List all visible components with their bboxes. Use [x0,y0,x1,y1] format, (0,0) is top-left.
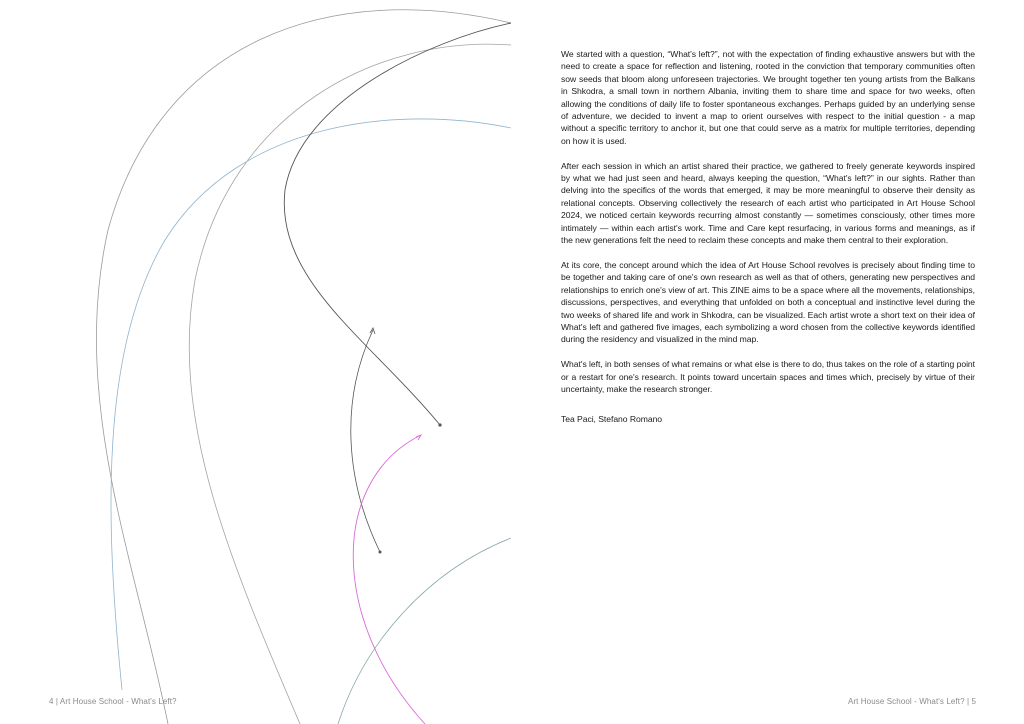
dark-arrow-line [284,23,511,425]
author-signature: Tea Paci, Stefano Romano [561,414,663,425]
paragraph-1: We started with a question, “What's left?”, not with the expectation of finding exhaustive answers but with the need to create a space for reflection and listening, rooted in the conviction that temporary communities often sow seeds that bloom along unforeseen trajectories. We brought together ten young artists from the Balkans in Shkodra, a small town in northern Albania, inviting them to share time and space for two weeks, often allowing the conditions of daily life to foster spontaneous exchanges. Perhaps guided by an underlying sense of adventure, we decided to invent a map to orient ourselves with respect to the initial question - a map without a specific territory to anchor it, but one that could serve as a matrix for multiple territories, depending on how it is used. [561,49,975,146]
right-page-footer: Art House School - What's Left? | 5 [847,697,976,706]
left-page-footer: 4 | Art House School - What's Left? [49,697,177,706]
small-arc-end-dot [379,551,382,554]
gray-arc-outer [96,10,511,724]
essay-body [561,48,975,426]
teal-arc [338,538,511,724]
right-page [512,0,1024,724]
paragraph-2: After each session in which an artist shared their practice, we gathered to freely generate keywords inspired by what we had just seen and heard, always keeping the question, “What's left?” in our sights. Rather than delving into the specifics of the words that emerged, it may be more meaningful to observe their density as relational concepts. Observing collectively the research of each artist who participated in Art House School 2024, we noticed certain keywords recurring almost constantly — sometimes consciously, other times more intimately — within each artist's work. Time and Care kept resurfacing, in various forms and meanings, as if the new generations felt the need to reclaim these concepts and make them central to their exploration. [561,160,975,246]
small-dark-arc [351,330,380,552]
magenta-arc [353,435,425,724]
paragraph-4: What's left, in both senses of what remains or what else is there to do, thus takes on the role of a starting point or a restart for one's research. It points toward uncertain spaces and times which, precisely by virtue of their uncertainty, make the research stronger. [561,359,975,394]
gray-arc-inner [189,44,511,724]
blue-arc [111,119,511,690]
paragraph-3: At its core, the concept around which the idea of Art House School revolves is precisely about finding time to be together and taking care of one's own research as well as that of others, generating new perspectives and relationships to enrich one's view of art. This ZINE aims to be a space where all the movements, relationships, discussions, perspectives, and everything that unfolded on both a conceptual and instinctive level during the two weeks of shared life and work in Shkodra, can be visualized. Each artist wrote a short text on their idea of What's left and gathered five images, each symbolizing a word chosen from the collective keywords identified during the residency and visualized in the mind map. [561,259,975,345]
dark-arrow-end-dot [438,423,441,426]
